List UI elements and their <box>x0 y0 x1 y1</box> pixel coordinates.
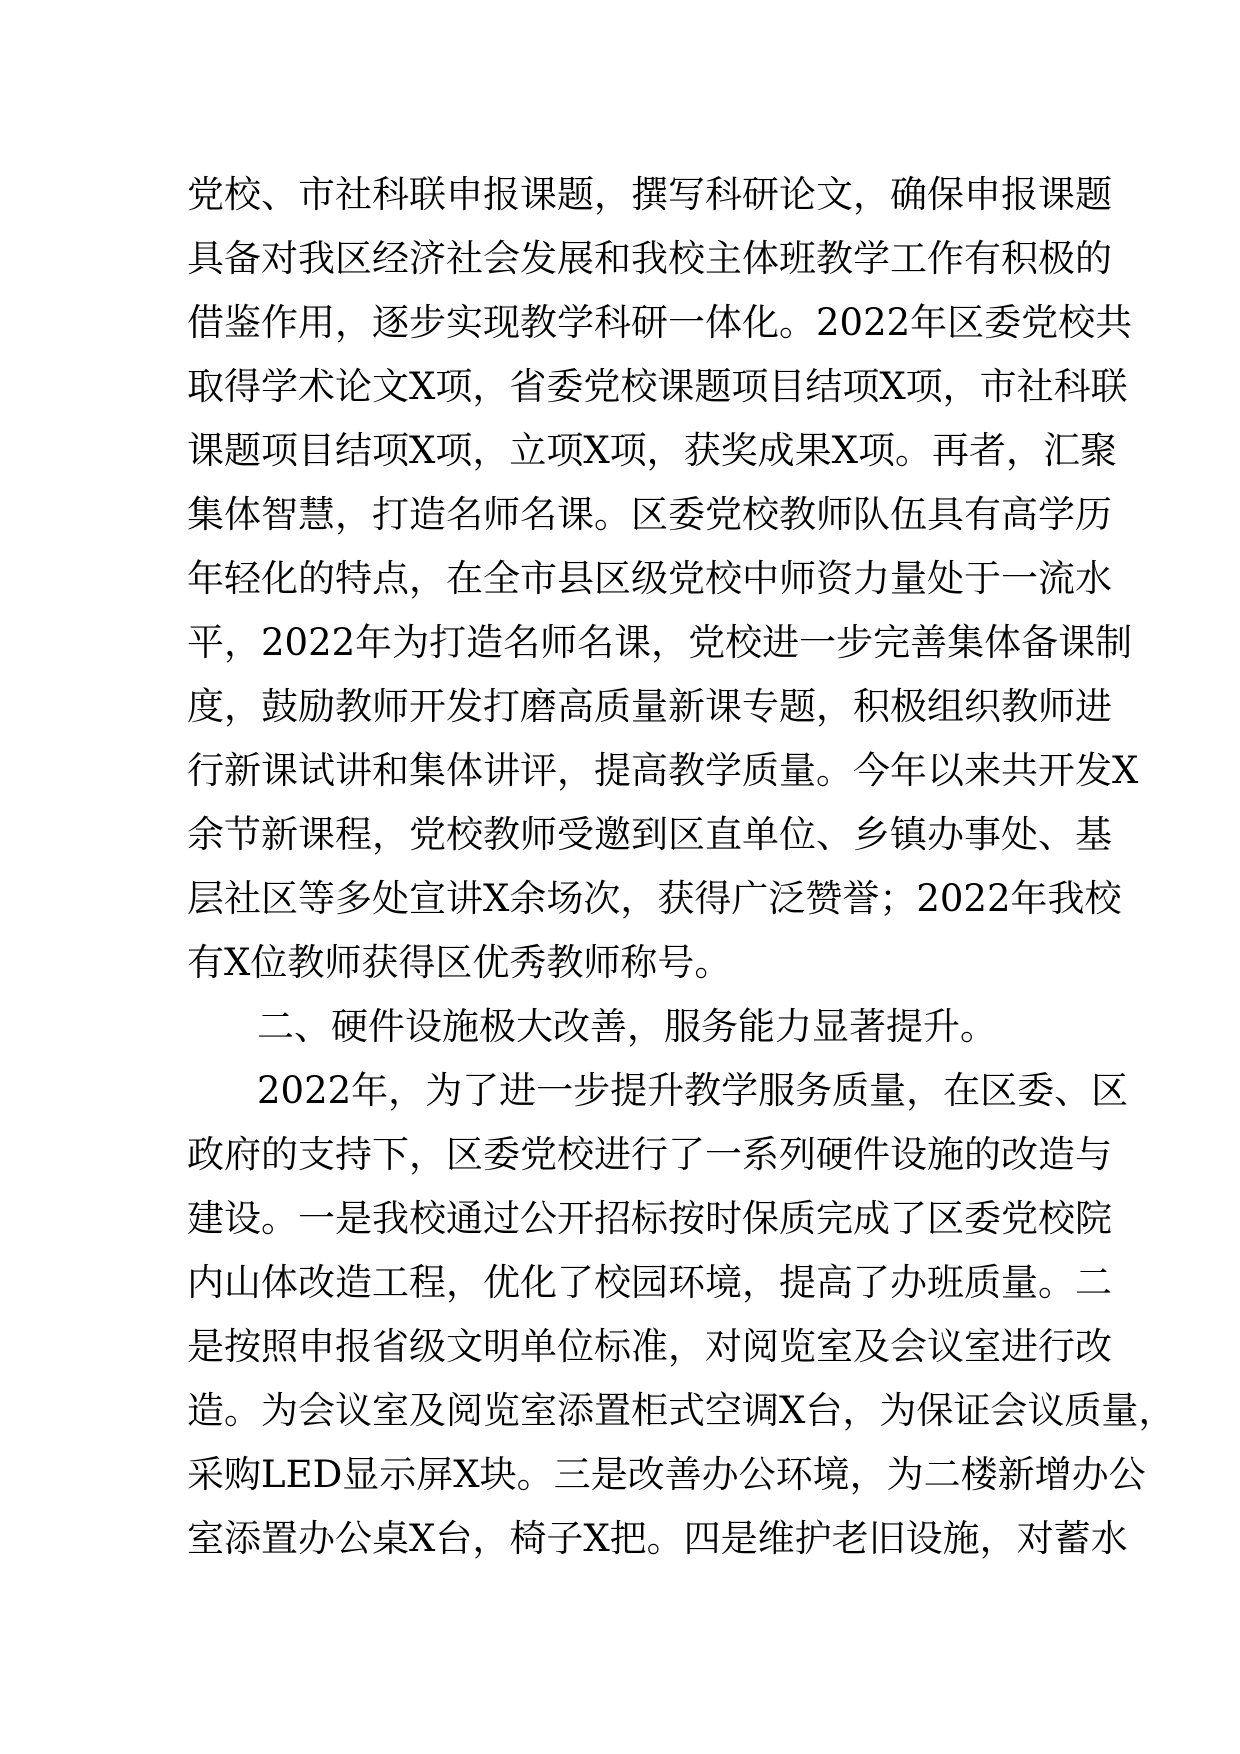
text-line-4: 取得学术论文X项，省委党校课题项目结项X项，市社科联 <box>187 365 1128 408</box>
text-line-17: 建设。一是我校通过公开招标按时保质完成了区委党校院 <box>187 1197 1112 1240</box>
text-line-19: 是按照申报省级文明单位标准，对阅览室及会议室进行改 <box>187 1325 1112 1368</box>
text-line-5: 课题项目结项X项，立项X项，获奖成果X项。再者，汇聚 <box>187 429 1118 472</box>
text-line-2: 具备对我区经济社会发展和我校主体班教学工作有积极的 <box>187 237 1112 280</box>
document-body <box>187 163 1176 1571</box>
text-line-12: 层社区等多处宣讲X余场次，获得广泛赞誉；2022年我校 <box>187 877 1122 920</box>
text-line-8: 平，2022年为打造名师名课，党校进一步完善集体备课制 <box>187 621 1133 664</box>
text-line-10: 行新课试讲和集体讲评，提高教学质量。今年以来共开发X <box>187 749 1139 792</box>
text-line-7: 年轻化的特点，在全市县区级党校中师资力量处于一流水 <box>187 557 1112 600</box>
text-line-9: 度，鼓励教师开发打磨高质量新课专题，积极组织教师进 <box>187 685 1112 728</box>
text-line-21: 采购LED显示屏X块。三是改善办公环境，为二楼新增办公 <box>187 1453 1146 1496</box>
section-heading: 二、硬件设施极大改善，服务能力显著提升。 <box>257 1005 997 1048</box>
text-line-1: 党校、市社科联申报课题，撰写科研论文，确保申报课题 <box>187 173 1112 216</box>
text-line-18: 内山体改造工程，优化了校园环境，提高了办班质量。二 <box>187 1261 1112 1304</box>
text-line-13: 有X位教师获得区优秀教师称号。 <box>187 941 732 984</box>
text-line-22: 室添置办公桌X台，椅子X把。四是维护老旧设施，对蓄水 <box>187 1517 1128 1560</box>
text-line-16: 政府的支持下，区委党校进行了一系列硬件设施的改造与 <box>187 1133 1112 1176</box>
text-line-15: 2022年，为了进一步提升教学服务质量，在区委、区 <box>257 1069 1129 1112</box>
text-line-20: 造。为会议室及阅览室添置柜式空调X台，为保证会议质量， <box>187 1389 1176 1432</box>
text-line-11: 余节新课程，党校教师受邀到区直单位、乡镇办事处、基 <box>187 813 1112 856</box>
text-line-3: 借鉴作用，逐步实现教学科研一体化。2022年区委党校共 <box>187 301 1133 344</box>
text-line-6: 集体智慧，打造名师名课。区委党校教师队伍具有高学历 <box>187 493 1112 536</box>
